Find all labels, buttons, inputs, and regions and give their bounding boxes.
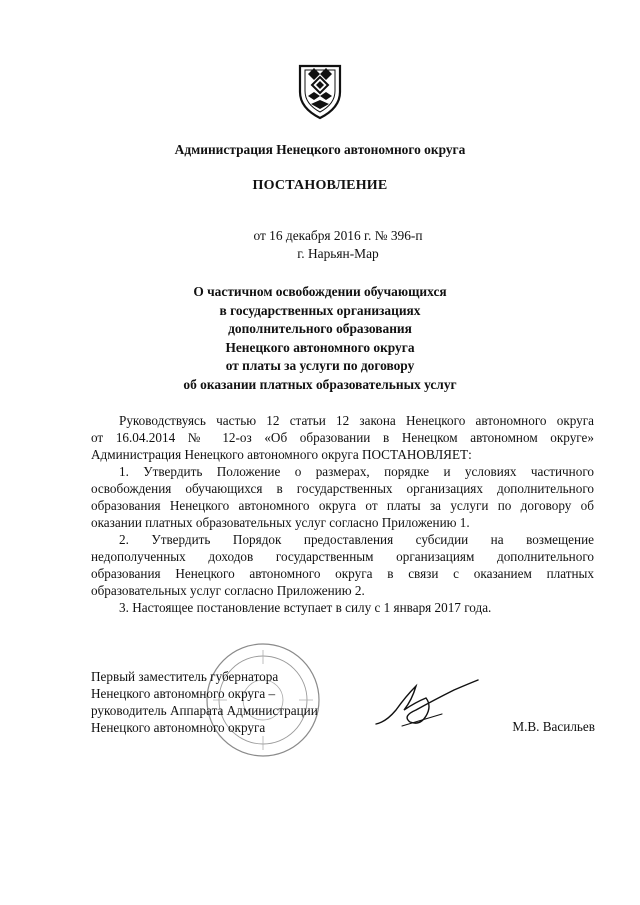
position-line: Ненецкого автономного округа [91, 720, 266, 735]
title-line: от платы за услуги по договору [225, 358, 415, 374]
body-line: освобождения обучающихся в государственных организациях дополнительного [91, 481, 594, 496]
body-line: 3. Настоящее постановление вступает в силу с 1 января 2017 года. [119, 600, 492, 615]
title-line: Ненецкого автономного округа [225, 339, 415, 355]
handwritten-signature [372, 676, 482, 731]
coat-of-arms-emblem [296, 58, 344, 120]
signatory-position [91, 668, 318, 736]
title-line: дополнительного образования [228, 321, 412, 337]
document-title [0, 283, 640, 395]
body-line: образования Ненецкого автономного округа от платы за услуги по договору об [91, 498, 594, 513]
body-line: недополученных доходов государственным организациям дополнительного [91, 549, 594, 564]
title-line: об оказании платных образовательных услуг [183, 376, 457, 392]
title-line: в государственных организациях [219, 302, 421, 318]
document-body [91, 412, 594, 616]
organization-name: Администрация Ненецкого автономного округа [174, 142, 466, 157]
body-line: оказании платных образовательных услуг согласно Приложению 1. [91, 515, 470, 530]
title-line: О частичном освобождении обучающихся [193, 284, 447, 299]
document-city: г. Нарьян-Мар [297, 246, 379, 261]
body-line: от 16.04.2014 № 12-оз «Об образовании в Ненецком автономном округе» [91, 430, 594, 445]
position-line: Ненецкого автономного округа – [91, 686, 276, 701]
document-type: ПОСТАНОВЛЕНИЕ [252, 178, 388, 193]
body-line: Руководствуясь частью 12 статьи 12 закона Ненецкого автономного округа [119, 413, 594, 428]
body-line: образовательных услуг согласно Приложению 2. [91, 583, 365, 598]
body-line: 1. Утвердить Положение о размерах, порядке и условиях частичного [119, 464, 594, 479]
signatory-name: М.В. Васильев [512, 719, 595, 734]
document-date-number: от 16 декабря 2016 г. № 396-п [253, 228, 423, 243]
position-line: руководитель Аппарата Администрации [91, 703, 318, 718]
position-line: Первый заместитель губернатора [91, 669, 279, 684]
body-line: Администрация Ненецкого автономного округа ПОСТАНОВЛЯЕТ: [91, 447, 472, 462]
body-line: 2. Утвердить Порядок предоставления субсидии на возмещение [119, 532, 594, 547]
body-line: образования Ненецкого автономного округа в связи с оказанием платных [91, 566, 594, 581]
